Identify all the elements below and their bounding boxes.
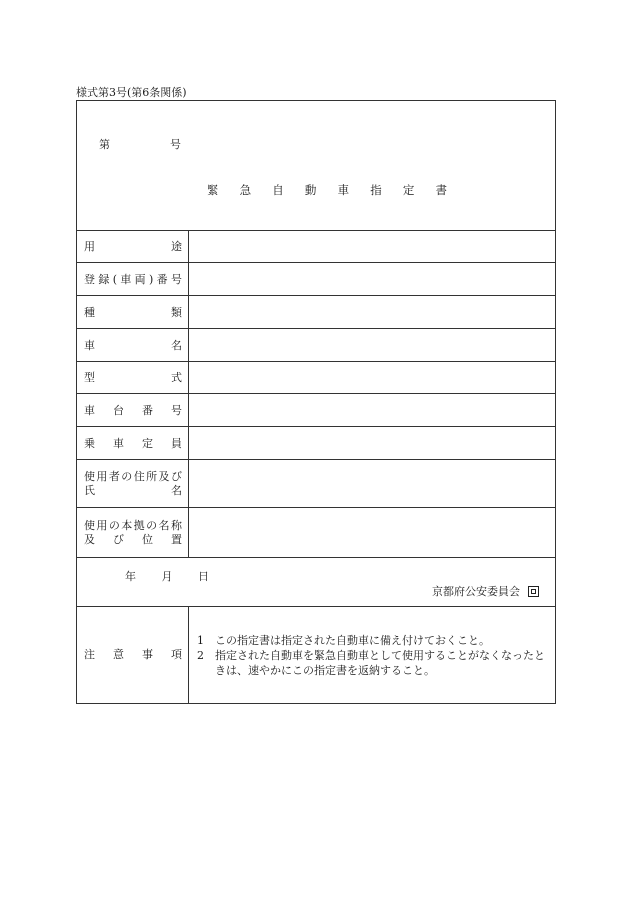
issue-date-row: [77, 558, 555, 607]
field-label: [84, 437, 182, 451]
field-label-char: 車: [84, 339, 95, 352]
certificate-header: [77, 101, 555, 231]
field-label-cell: [77, 362, 189, 393]
day-label: 日: [198, 570, 209, 583]
field-label-char: の: [121, 470, 133, 483]
year-label: 年: [125, 570, 136, 583]
field-label-char: 位: [142, 533, 153, 546]
field-label-char: 号: [171, 273, 182, 286]
notes-content-cell: [189, 607, 555, 703]
field-row: [77, 460, 555, 508]
field-label-char: 車: [113, 437, 124, 450]
field-label-char: 及: [158, 470, 170, 483]
field-label-char: 番: [142, 404, 153, 417]
field-label-char: 式: [171, 371, 182, 384]
field-label-char: 用: [84, 240, 95, 253]
note-item: [197, 648, 547, 678]
field-label-char: 録: [98, 273, 110, 286]
note-item: [197, 633, 547, 648]
form-number-label: 様式第3号(第6条関係): [76, 86, 187, 99]
field-label-char: 使: [84, 470, 95, 483]
field-row: [77, 427, 555, 460]
field-label-char: 及: [84, 533, 95, 546]
issuing-authority: [432, 583, 539, 599]
field-label-cell: [77, 460, 189, 507]
field-label-char: 乗: [84, 437, 95, 450]
field-value-cell[interactable]: [189, 329, 555, 361]
field-label-char: 途: [171, 240, 182, 253]
field-label: [84, 519, 182, 533]
field-value-cell[interactable]: [189, 427, 555, 459]
title-char: 緊: [207, 183, 219, 197]
field-label-char: の: [146, 519, 158, 532]
month-label: 月: [161, 570, 173, 583]
field-label-char: (: [112, 273, 117, 286]
authority-name: 京都府公安委員会: [432, 585, 520, 598]
field-label-char: 両: [134, 273, 146, 286]
notes-label-char: 事: [142, 648, 153, 661]
field-label-char: 車: [84, 404, 95, 417]
notes-label: [84, 648, 182, 662]
field-label-char: 用: [96, 519, 108, 532]
document-title: [207, 182, 447, 198]
notes-label-char: 項: [171, 648, 182, 661]
notes-label-char: 注: [84, 648, 95, 661]
note-number: 1: [197, 634, 204, 647]
field-label: [84, 306, 182, 320]
note-text: この指定書は指定された自動車に備え付けておくこと。: [215, 634, 490, 647]
title-char: 動: [304, 183, 317, 197]
field-label-char: 氏: [84, 484, 95, 497]
field-label-char: 類: [171, 306, 182, 319]
certificate-sheet: [76, 100, 556, 704]
notes-list: [197, 633, 547, 678]
field-label: [84, 339, 182, 353]
field-label-cell: [77, 508, 189, 557]
field-label-cell: [77, 263, 189, 295]
field-row: [77, 362, 555, 394]
field-label-char: 称: [170, 519, 182, 532]
field-label-char: 住: [133, 470, 145, 483]
number-suffix: 号: [170, 138, 181, 151]
field-label-char: 型: [84, 371, 95, 384]
field-label: [84, 240, 182, 254]
field-label-char: 本: [121, 519, 133, 532]
field-value-cell[interactable]: [189, 508, 555, 557]
note-text: 指定された自動車を緊急自動車として使用することがなくなったときは、速やかにこの指定書を返納すること。: [215, 649, 545, 677]
field-label-char: び: [113, 533, 124, 546]
field-label-char: 名: [171, 339, 182, 352]
issue-date: [125, 568, 209, 584]
title-char: 定: [402, 183, 415, 197]
field-label: [84, 484, 182, 498]
field-label-char: 番: [156, 273, 168, 286]
number-prefix: 第: [99, 138, 110, 151]
field-label: [84, 404, 182, 418]
field-label-char: ): [149, 273, 154, 286]
field-label-char: 登: [84, 273, 95, 286]
field-label-char: 号: [171, 404, 182, 417]
field-row: [77, 508, 555, 558]
title-char: 指: [370, 183, 382, 197]
field-label: [84, 273, 182, 287]
field-label-char: 定: [142, 437, 153, 450]
field-value-cell[interactable]: [189, 460, 555, 507]
notes-label-char: 意: [113, 648, 124, 661]
title-char: 車: [337, 183, 350, 197]
field-label-cell: [77, 230, 189, 262]
field-row: [77, 296, 555, 329]
title-char: 書: [435, 183, 447, 197]
notes-row: [77, 607, 555, 703]
note-number: 2: [197, 649, 204, 662]
field-label: [84, 470, 182, 484]
field-value-cell[interactable]: [189, 296, 555, 328]
field-label-char: 種: [84, 306, 95, 319]
field-value-cell[interactable]: [189, 394, 555, 426]
field-value-cell[interactable]: [189, 230, 555, 262]
field-label-cell: [77, 329, 189, 361]
field-label-cell: [77, 296, 189, 328]
field-label-char: 名: [158, 519, 170, 532]
field-value-cell[interactable]: [189, 263, 555, 295]
field-label-char: 所: [146, 470, 158, 483]
field-label-char: び: [170, 470, 182, 483]
field-label-char: 置: [171, 533, 182, 546]
certificate-number: [99, 136, 181, 152]
field-label: [84, 371, 182, 385]
field-row: [77, 394, 555, 427]
field-label-char: 車: [120, 273, 132, 286]
field-row: [77, 230, 555, 263]
field-label-char: 用: [96, 470, 108, 483]
field-label-char: 者: [108, 470, 120, 483]
field-label-char: 名: [171, 484, 182, 497]
notes-label-cell: [77, 607, 189, 703]
field-row: [77, 263, 555, 296]
field-value-cell[interactable]: [189, 362, 555, 393]
field-label-cell: [77, 427, 189, 459]
field-label-char: 台: [113, 404, 124, 417]
field-label-char: 員: [171, 437, 182, 450]
field-label: [84, 533, 182, 547]
field-label-char: 使: [84, 519, 95, 532]
field-row: [77, 329, 555, 362]
field-label-char: 拠: [133, 519, 145, 532]
title-char: 急: [239, 183, 252, 197]
field-label-char: の: [108, 519, 120, 532]
field-label-cell: [77, 394, 189, 426]
title-char: 自: [272, 183, 284, 197]
seal-icon: [528, 586, 539, 597]
